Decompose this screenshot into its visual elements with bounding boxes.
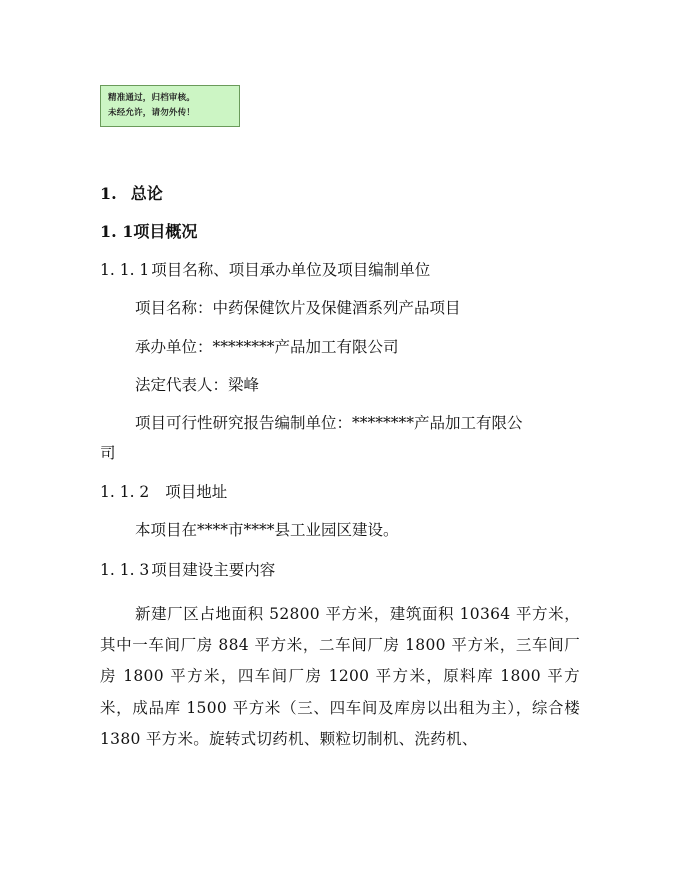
notice-line-2: 未经允许，请勿外传！ bbox=[108, 108, 196, 118]
heading-general bbox=[100, 183, 163, 205]
heading-general-title: 总论 bbox=[130, 184, 163, 203]
section-1-1-1-title: 项目名称、项目承办单位及项目编制单位 bbox=[151, 261, 431, 279]
notice-line-1: 精准通过，归档审核。 bbox=[108, 93, 196, 103]
heading-project-overview-title: 项目概况 bbox=[133, 222, 198, 241]
heading-general-number: 1. bbox=[100, 184, 117, 203]
project-name-line: 项目名称：中药保健饮片及保健酒系列产品项目 bbox=[135, 299, 461, 317]
compiler-line: 项目可行性研究报告编制单位：********产品加工有限公 bbox=[135, 414, 523, 432]
construction-content-paragraph: 新建厂区占地面积 52800 平方米，建筑面积 10364 平方米，其中一车间厂房 884 平方米，二车间厂房 1800 平方米，三车间厂房 1800 平方米，四车间厂房 1200 平方米，原料库 1800 平方米，成品库 1500 平方米（三、四车间及库房以出租为主），综合楼 1380 平方米。旋转式切药机、颗粒切制机、洗药机、 bbox=[100, 605, 580, 748]
legal-representative-line: 法定代表人：梁峰 bbox=[135, 376, 260, 394]
section-1-1-3-heading bbox=[100, 559, 275, 581]
approval-notice-box bbox=[100, 85, 240, 127]
section-1-1-2-heading bbox=[100, 481, 227, 503]
section-1-1-3-number: 1. 1. 3 bbox=[100, 561, 150, 579]
section-1-1-1-number: 1. 1. 1 bbox=[100, 261, 150, 279]
compiler-line-continued: 司 bbox=[100, 444, 116, 462]
section-1-1-2-title: 项目地址 bbox=[165, 483, 228, 501]
undertaker-line: 承办单位：********产品加工有限公司 bbox=[135, 338, 399, 356]
section-1-1-3-title: 项目建设主要内容 bbox=[151, 561, 276, 579]
project-address-text: 本项目在****市****县工业园区建设。 bbox=[135, 521, 399, 539]
heading-project-overview bbox=[100, 221, 197, 243]
heading-project-overview-number: 1. 1 bbox=[100, 222, 134, 241]
section-1-1-1-heading bbox=[100, 259, 430, 281]
section-1-1-2-number: 1. 1. 2 bbox=[100, 483, 150, 501]
